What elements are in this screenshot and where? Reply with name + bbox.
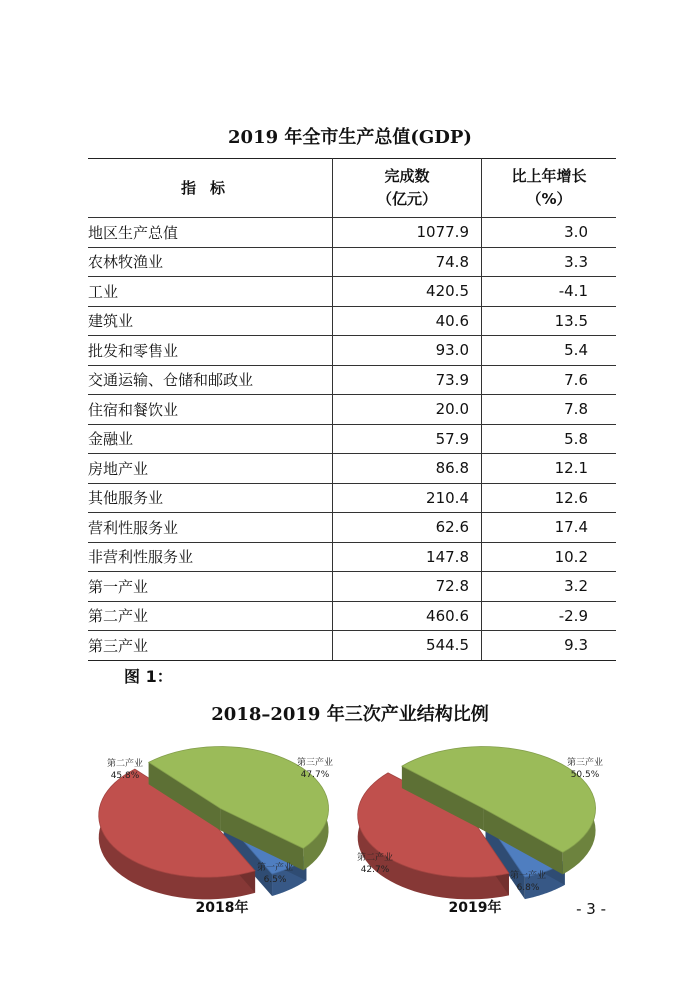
table-row <box>88 277 616 307</box>
pie-label-name: 第三产业 <box>296 758 334 768</box>
row-growth: 12.6 <box>482 483 617 513</box>
table-row <box>88 513 616 543</box>
row-value: 73.9 <box>333 365 482 395</box>
row-indicator: 地区生产总值 <box>88 218 333 248</box>
pie-caption: 2018年 <box>195 900 249 916</box>
row-indicator: 非营利性服务业 <box>88 542 333 572</box>
row-growth: 17.4 <box>482 513 617 543</box>
table-row <box>88 247 616 277</box>
header-value-line1: 完成数 <box>384 167 430 185</box>
page-number: - 3 - <box>576 900 606 918</box>
row-growth: 7.6 <box>482 365 617 395</box>
pie-label-value: 50.5% <box>570 770 600 780</box>
table-row <box>88 454 616 484</box>
row-growth: -2.9 <box>482 601 617 631</box>
table-row <box>88 424 616 454</box>
row-indicator: 其他服务业 <box>88 483 333 513</box>
row-value: 1077.9 <box>333 218 482 248</box>
table-header-row <box>88 159 616 218</box>
table-row <box>88 336 616 366</box>
table-row <box>88 572 616 602</box>
row-value: 72.8 <box>333 572 482 602</box>
row-indicator: 第二产业 <box>88 601 333 631</box>
gdp-table <box>88 158 616 661</box>
pie-caption: 2019年 <box>448 900 502 916</box>
pie-label-value: 6.5% <box>263 875 287 885</box>
row-value: 147.8 <box>333 542 482 572</box>
table-row <box>88 395 616 425</box>
pie-label-name: 第一产业 <box>256 863 294 873</box>
row-indicator: 农林牧渔业 <box>88 247 333 277</box>
row-growth: 3.2 <box>482 572 617 602</box>
row-indicator: 营利性服务业 <box>88 513 333 543</box>
row-value: 62.6 <box>333 513 482 543</box>
pie-label-name: 第二产业 <box>356 853 394 863</box>
table-row <box>88 631 616 661</box>
row-value: 40.6 <box>333 306 482 336</box>
table-row <box>88 365 616 395</box>
row-indicator: 第三产业 <box>88 631 333 661</box>
row-growth: 9.3 <box>482 631 617 661</box>
row-growth: -4.1 <box>482 277 617 307</box>
row-indicator: 住宿和餐饮业 <box>88 395 333 425</box>
header-growth <box>482 159 617 218</box>
pie-label-value: 47.7% <box>300 770 330 780</box>
row-growth: 5.8 <box>482 424 617 454</box>
table-row <box>88 306 616 336</box>
row-value: 74.8 <box>333 247 482 277</box>
pie-label-name: 第二产业 <box>106 759 144 769</box>
pie-label-value: 42.7% <box>360 865 390 875</box>
header-indicator: 指标 <box>88 159 333 218</box>
header-growth-line2: （%） <box>526 190 572 208</box>
pie-label-value: 45.8% <box>110 771 140 781</box>
figure-label: 图 1： <box>124 667 173 686</box>
table-body <box>88 218 616 661</box>
pie-label-name: 第一产业 <box>509 871 547 881</box>
row-growth: 13.5 <box>482 306 617 336</box>
row-growth: 5.4 <box>482 336 617 366</box>
header-value <box>333 159 482 218</box>
row-growth: 7.8 <box>482 395 617 425</box>
row-indicator: 金融业 <box>88 424 333 454</box>
row-indicator: 批发和零售业 <box>88 336 333 366</box>
row-value: 57.9 <box>333 424 482 454</box>
row-indicator: 建筑业 <box>88 306 333 336</box>
row-indicator: 房地产业 <box>88 454 333 484</box>
row-indicator: 第一产业 <box>88 572 333 602</box>
row-value: 544.5 <box>333 631 482 661</box>
table-row <box>88 542 616 572</box>
row-value: 210.4 <box>333 483 482 513</box>
row-value: 420.5 <box>333 277 482 307</box>
row-indicator: 交通运输、仓储和邮政业 <box>88 365 333 395</box>
row-indicator: 工业 <box>88 277 333 307</box>
header-value-line2: （亿元） <box>376 190 437 208</box>
pie-label-value: 6.8% <box>516 883 540 893</box>
row-growth: 10.2 <box>482 542 617 572</box>
row-value: 460.6 <box>333 601 482 631</box>
pie-label-name: 第三产业 <box>566 758 604 768</box>
chart-title: 2018–2019 年三次产业结构比例 <box>211 704 489 725</box>
row-value: 20.0 <box>333 395 482 425</box>
table-row <box>88 218 616 248</box>
table-row <box>88 601 616 631</box>
table-row <box>88 483 616 513</box>
row-growth: 3.0 <box>482 218 617 248</box>
row-growth: 3.3 <box>482 247 617 277</box>
table-title: 2019 年全市生产总值(GDP) <box>228 127 472 148</box>
row-growth: 12.1 <box>482 454 617 484</box>
row-value: 86.8 <box>333 454 482 484</box>
row-value: 93.0 <box>333 336 482 366</box>
header-growth-line1: 比上年增长 <box>511 167 587 185</box>
